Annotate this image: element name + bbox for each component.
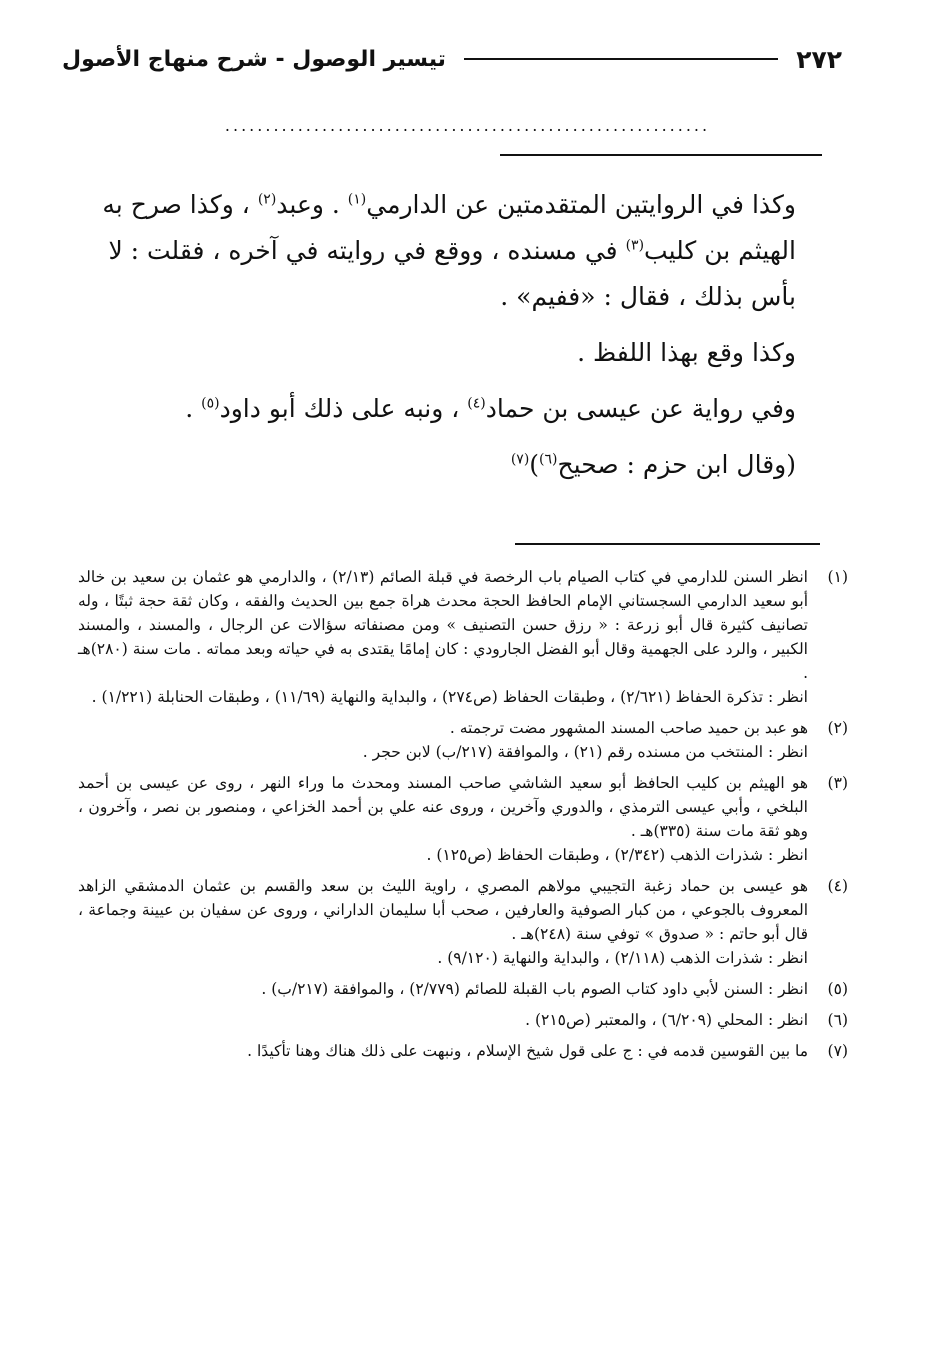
footnote-rule: [515, 543, 820, 545]
footnote-text: انظر : شذرات الذهب (٢/٣٤٢) ، وطبقات الحفاظ (ص١٢٥) .: [426, 846, 808, 864]
footnote-text: ما بين القوسين قدمه في : ج على قول شيخ الإسلام ، ونبهت على ذلك هناك وهنا تأكيدًا .: [247, 1042, 808, 1060]
footnote-number: (٧): [827, 1042, 848, 1060]
footnote-ref-5[interactable]: (٥): [201, 395, 220, 412]
dotted-separator: ............................................................: [224, 116, 711, 135]
text-span: ، وكذا صرح به الهيثم بن كليب: [102, 190, 796, 265]
footnote-text: هو عيسى بن حماد زغبة التجيبي مولاهم المصري ، راوية الليث بن سعد والقسم بن عثمان الدمشقي الزاهد المعروف بالجوعي ، من كبار الصوفية والعارفين ، صحب أبا سليمان الداراني ، وروى عن سفيان بن عيينة وجماعة ، قال أبو حاتم : « صدوق » توفي سنة (٢٤٨)هـ .: [78, 877, 808, 943]
footnote-1: [78, 565, 848, 709]
footnote-number: (٦): [827, 1011, 848, 1029]
paragraph-3: [70, 386, 826, 432]
running-title: تيسير الوصول - شرح منهاج الأصول: [62, 46, 446, 72]
text-span: (وقال ابن حزم : صحيح: [557, 450, 796, 479]
footnote-body: [78, 977, 808, 1001]
footnote-ref-4[interactable]: (٤): [467, 395, 486, 412]
footnote-number: (٥): [827, 980, 848, 998]
footnote-ref-1[interactable]: (١): [347, 191, 367, 208]
footnote-4: [78, 874, 848, 970]
paragraph-2: وكذا وقع بهذا اللفظ .: [577, 338, 796, 367]
footnote-body: [78, 1039, 808, 1063]
footnote-ref-6[interactable]: (٦): [539, 451, 558, 468]
footnote-text: هو عبد بن حميد صاحب المسند المشهور مضت ترجمته .: [449, 719, 808, 737]
page-header: [62, 36, 842, 82]
footnote-body: [78, 1008, 808, 1032]
footnote-text: انظر : المحلي (٦/٢٠٩) ، والمعتبر (ص٢١٥) .: [525, 1011, 808, 1029]
footnote-5: [78, 977, 848, 1001]
text-span: ، ونبه على ذلك أبو داود: [219, 394, 468, 423]
footnote-body: [78, 716, 808, 764]
footnote-number: (٤): [827, 877, 848, 895]
footnote-text: انظر : المنتخب من مسنده رقم (٢١) ، والموافقة (٢١٧/ب) لابن حجر .: [362, 743, 808, 761]
footnote-text: انظر السنن للدارمي في كتاب الصيام باب الرخصة في قبلة الصائم (٢/١٣) ، والدارمي هو عثمان بن سعيد بن خالد أبو سعيد الدارمي السجستاني الإمام الحافظ الحجة محدث هراة جمع بين الحديث والفقه ، وكان ثقة حجة ثبتًا ، وله تصانيف كثيرة قال أبو زرعة : « رزق حسن التصنيف » ومن مصنفاته سؤالات عن الرجال ، والمسند ، والمسند الكبير ، والرد على الجهمية وقال أبو الفضل الجارودي : كان إمامًا يقتدى به في حياته وبعد مماته . مات سنة (٢٨٠)هـ .: [78, 568, 808, 682]
top-rule: [500, 154, 822, 156]
footnote-text: هو الهيثم بن كليب الحافظ أبو سعيد الشاشي صاحب المسند ومحدث ما وراء النهر ، روى عن عيسى بن أحمد البلخي ، وأبي عيسى الترمذي ، والدوري وآخرين ، وروى عنه علي بن أحمد الخزاعي ، ومنصور بن نصر ، وآخرون ، وهو ثقة مات سنة (٣٣٥)هـ .: [78, 774, 808, 840]
paragraph-1: [70, 182, 826, 320]
text-span: ): [529, 450, 540, 479]
footnote-body: [78, 874, 808, 970]
footnote-text: انظر : شذرات الذهب (٢/١١٨) ، والبداية والنهاية (٩/١٢٠) .: [437, 949, 808, 967]
footnote-3: [78, 771, 848, 867]
text-span: وكذا في الروايتين المتقدمتين عن الدارمي: [366, 190, 796, 219]
footnote-body: [78, 565, 808, 709]
footnote-text: انظر : تذكرة الحفاظ (٢/٦٢١) ، وطبقات الحفاظ (ص٢٧٤) ، والبداية والنهاية (١١/٦٩) ، وطبقات الحنابلة (١/٢٢١) .: [91, 688, 808, 706]
footnote-ref-7[interactable]: (٧): [510, 451, 530, 468]
footnote-number: (٣): [827, 774, 848, 792]
footnote-2: [78, 716, 848, 764]
main-text: [70, 182, 826, 488]
text-span: في مسنده ، ووقع في روايته في آخره ، فقلت : لا بأس بذلك ، فقال : «ففيم» .: [108, 236, 796, 311]
header-rule: [464, 58, 778, 60]
footnote-ref-2[interactable]: (٢): [257, 191, 277, 208]
text-span: .: [185, 394, 202, 423]
paragraph-4: [70, 442, 826, 488]
footnote-6: [78, 1008, 848, 1032]
footnote-body: [78, 771, 808, 867]
footnote-7: [78, 1039, 848, 1063]
footnote-ref-3[interactable]: (٣): [625, 237, 645, 254]
text-span: . وعبد: [276, 190, 348, 219]
footnote-number: (٢): [827, 719, 848, 737]
footnote-number: (١): [827, 568, 848, 586]
page-number: ٢٧٢: [796, 44, 842, 74]
footnote-text: انظر : السنن لأبي داود كتاب الصوم باب القبلة للصائم (٢/٧٧٩) ، والموافقة (٢١٧/ب) .: [261, 980, 808, 998]
footnotes: [78, 565, 848, 1070]
text-span: وفي رواية عن عيسى بن حماد: [485, 394, 796, 423]
